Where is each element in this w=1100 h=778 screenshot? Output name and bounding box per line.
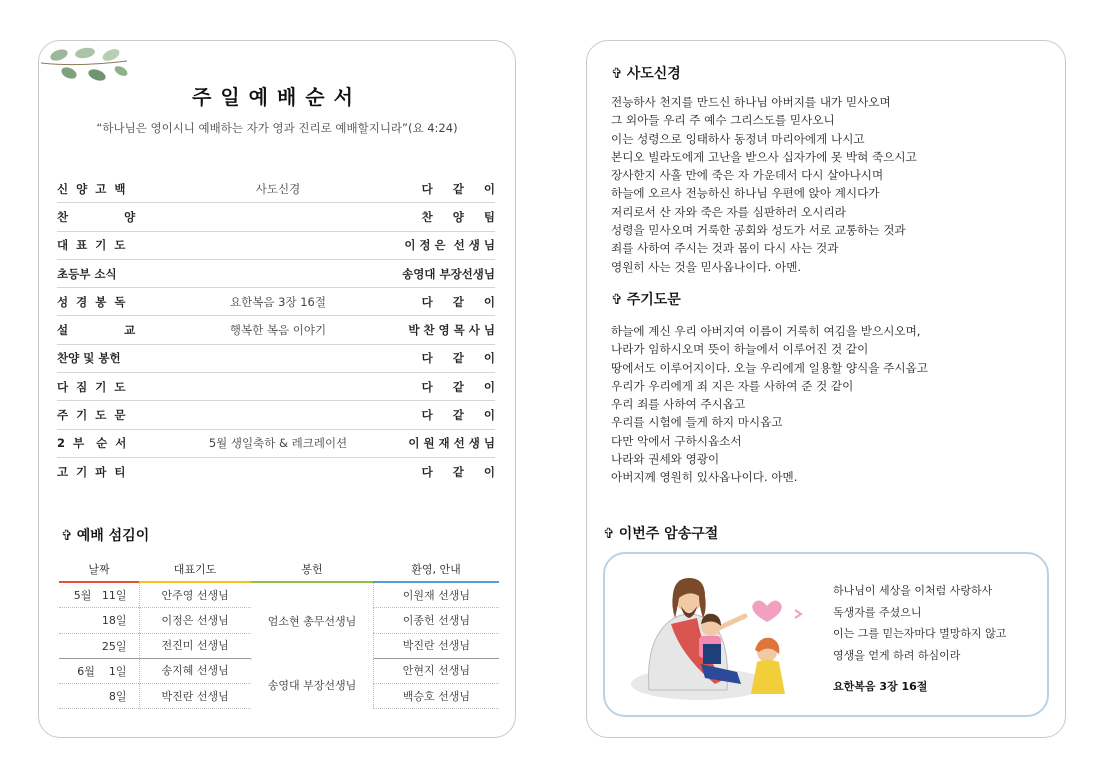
text-line: 이는 그를 믿는자마다 멸망하지 않고: [833, 627, 1007, 640]
serving-date: 5월 11일: [73, 589, 127, 603]
order-row: [57, 288, 495, 316]
serving-welcome: 이원재 선생님: [373, 583, 499, 608]
order-content: 행복한 복음 이야기: [229, 323, 327, 338]
text-line: 본디오 빌라도에게 고난을 받으사 십자가에 못 박혀 죽으시고: [611, 149, 917, 164]
serving-welcome: 백승호 선생님: [373, 684, 499, 709]
order-person: 이 원 재 선 생 님: [408, 436, 495, 451]
serving-prayer: 안주영 선생님: [139, 583, 251, 608]
text-line: 우리를 시험에 들게 하지 마시옵고: [611, 415, 783, 430]
order-person: 송영대 부장선생님: [402, 266, 495, 281]
serving-heading: ✞ 예배 섬김이: [61, 528, 150, 544]
text-line: 영생을 얻게 하려 하심이라: [833, 648, 961, 662]
serving-welcome: 박진란 선생님: [373, 633, 499, 658]
header-prayer: 대표기도: [139, 557, 251, 583]
order-row: [57, 401, 495, 429]
text-line: 나라가 임하시오며 뜻이 하늘에서 이루어진 것 같이: [611, 342, 869, 357]
order-row: [57, 175, 495, 203]
serving-prayer: 송지혜 선생님: [139, 658, 251, 683]
order-item: 고 기 파 티: [57, 465, 126, 480]
serving-welcome: 안현지 선생님: [373, 658, 499, 683]
header-date: 날짜: [59, 557, 139, 583]
serving-prayer: 전진미 선생님: [139, 633, 251, 658]
text-line: 땅에서도 이루어지이다. 오늘 우리에게 일용할 양식을 주시옵고: [611, 360, 928, 375]
order-person: 다 같 이: [421, 408, 495, 423]
order-item: 성 경 봉 독: [57, 294, 126, 309]
text-line: 다만 악에서 구하시옵소서: [611, 433, 742, 448]
order-item: 2 부 순 서: [57, 436, 127, 451]
order-person: 다 같 이: [421, 465, 495, 480]
serving-table-header: [59, 557, 499, 583]
serving-prayer: 박진란 선생님: [139, 684, 251, 709]
order-item: 초등부 소식: [57, 266, 117, 281]
serving-table-body: [59, 583, 499, 709]
text-line: 우리 죄를 사하여 주시옵고: [611, 397, 746, 412]
text-line: 우리가 우리에게 죄 지은 자를 사하여 준 것 같이: [611, 378, 854, 393]
jesus-with-children-illustration: [619, 566, 819, 706]
prayers-panel: [586, 40, 1066, 738]
serving-date: 25일: [101, 639, 127, 653]
header-welcome: 환영, 안내: [373, 557, 499, 583]
order-item: 다 짐 기 도: [57, 379, 126, 394]
order-person: 다 같 이: [421, 351, 495, 366]
order-content: 요한복음 3장 16절: [230, 294, 326, 309]
lords-prayer-heading: ✞ 주기도문: [611, 292, 681, 308]
text-line: 독생자를 주셨으니: [833, 605, 922, 619]
text-line: 아버지께 영원히 있사옵나이다. 아멘.: [611, 470, 798, 485]
order-person: 다 같 이: [421, 294, 495, 309]
worship-program-panel: [38, 40, 516, 738]
order-item: 신 양 고 백: [57, 181, 126, 196]
order-row: [57, 458, 495, 486]
order-person: 다 같 이: [421, 181, 495, 196]
serving-date: 8일: [108, 690, 127, 704]
offering-may: 엄소현 총무선생님: [251, 583, 373, 659]
serving-date: 6월 1일: [77, 665, 127, 679]
text-line: 전능하사 천지를 만드신 하나님 아버지를 내가 믿사오며: [611, 95, 891, 109]
order-item: 찬양 및 봉헌: [57, 351, 121, 366]
order-row: [57, 373, 495, 401]
serving-welcome: 이종헌 선생님: [373, 608, 499, 633]
order-item: 주 기 도 문: [57, 408, 126, 423]
text-line: 그 외아들 우리 주 예수 그리스도를 믿사오니: [611, 113, 835, 128]
order-person: 찬 양 팀: [421, 209, 495, 224]
text-line: 이는 성령으로 잉태하사 동정녀 마리아에게 나시고: [611, 131, 865, 146]
scripture-subtitle: “하나님은 영이시니 예배하는 자가 영과 진리로 예배할지니라”(요 4:24): [96, 121, 458, 135]
order-person: 박 찬 영 목 사 님: [408, 323, 495, 338]
cross-icon: ✞: [611, 292, 623, 308]
cross-icon: ✞: [611, 66, 623, 82]
order-of-service-table: [57, 175, 495, 486]
text-line: 나라와 권세와 영광이: [611, 452, 720, 467]
text-line: 성령을 믿사오며 거룩한 공회와 성도가 서로 교통하는 것과: [611, 223, 906, 238]
offering-june: 송영대 부장선생님: [251, 660, 373, 710]
order-row: [57, 316, 495, 344]
text-line: 죄를 사하여 주시는 것과 몸이 다시 사는 것과: [611, 241, 839, 256]
serving-table: [59, 557, 499, 709]
page-title: 주일예배순서: [192, 85, 362, 109]
memory-verse-heading: ✞ 이번주 암송구절: [603, 526, 719, 542]
serving-date: 18일: [101, 614, 127, 628]
header-offering: 봉헌: [251, 557, 373, 583]
creed-heading: ✞ 사도신경: [611, 66, 681, 82]
order-content: 사도신경: [255, 181, 301, 196]
text-line: 영원히 사는 것을 믿사옵나이다. 아멘.: [611, 259, 802, 274]
memory-verse-text: [833, 580, 1006, 666]
cross-icon: ✞: [603, 526, 615, 542]
order-person: 이 정 은 선 생 님: [404, 238, 495, 253]
order-row: [57, 430, 495, 458]
memory-verse-box: [603, 552, 1049, 717]
order-row: [57, 345, 495, 373]
order-item: 찬 양: [57, 209, 136, 224]
text-line: 하늘에 계신 우리 아버지여 이름이 거룩히 여김을 받으시오며,: [611, 324, 921, 338]
lords-prayer-text: [611, 322, 928, 487]
order-row: [57, 232, 495, 260]
cross-icon: ✞: [61, 528, 73, 544]
text-line: 장사한지 사흘 만에 죽은 자 가운데서 다시 살아나시며: [611, 168, 884, 183]
order-item: 설 교: [57, 323, 136, 338]
order-person: 다 같 이: [421, 379, 495, 394]
order-content: 5월 생일축하 & 레크레이션: [208, 436, 348, 451]
text-line: 하나님이 세상을 이처럼 사랑하사: [833, 584, 993, 597]
text-line: 저리로서 산 자와 죽은 자를 심판하러 오시리라: [611, 204, 846, 219]
text-line: 하늘에 오르사 전능하신 하나님 우편에 앉아 계시다가: [611, 186, 880, 201]
order-item: 대 표 기 도: [57, 238, 126, 253]
serving-prayer: 이정은 선생님: [139, 608, 251, 633]
memory-verse-reference: 요한복음 3장 16절: [833, 680, 928, 693]
creed-text: [611, 93, 917, 276]
order-row: [57, 203, 495, 231]
order-row: [57, 260, 495, 288]
